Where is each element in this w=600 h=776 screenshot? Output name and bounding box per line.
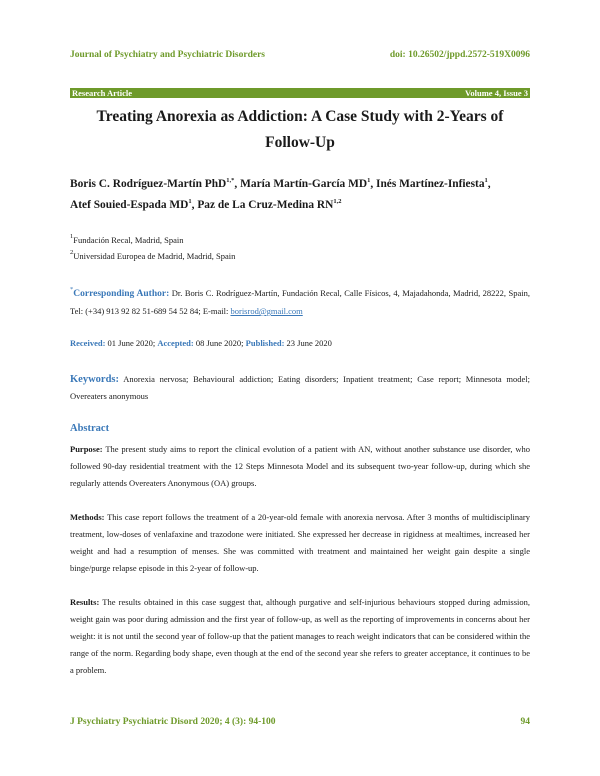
- author-name: María Martín-García MD: [240, 178, 368, 190]
- author-affiliation-mark: 1: [484, 177, 488, 184]
- author-separator: ,: [370, 178, 377, 190]
- footer-citation: J Psychiatry Psychiatric Disord 2020; 4 (3): 94-100: [70, 717, 276, 727]
- author-separator: ,: [191, 199, 198, 211]
- article-dates: [70, 335, 530, 352]
- accepted-label: Accepted:: [157, 338, 194, 348]
- methods-text: This case report follows the treatment of a 20-year-old female with anorexia nervosa. After 3 months of multidisciplinary treatment, low-doses of venlafaxine and trazodone were initiated. She expressed her decrease in rigidness at mealtimes, increased her weight and had a resumption of menses. She was committed with treatment and maintained her weight gain despite a single binge/purge relapse episode in this 2-year of follow-up.: [70, 512, 530, 573]
- abstract-methods: [70, 509, 530, 577]
- corresponding-label: Corresponding Author:: [73, 289, 170, 299]
- abstract-results: [70, 594, 530, 679]
- affiliation-list: [70, 232, 530, 264]
- methods-label: Methods:: [70, 512, 105, 522]
- email-link[interactable]: borisrod@gmail.com: [230, 306, 303, 316]
- keywords-text: Anorexia nervosa; Behavioural addiction; Eating disorders; Inpatient treatment; Case report; Minnesota model; Overeaters anonymous: [70, 374, 531, 401]
- affiliation: [70, 248, 530, 264]
- author-affiliation-mark: 1: [367, 177, 371, 184]
- corresponding-text: Dr. Boris C. Rodríguez-Martín, Fundación Recal, Calle Físicos, 4, Majadahonda, Madrid, 28222, Spain, Tel: (+34) 913 92 82 51-689 54 52 84; E-mail:: [70, 288, 530, 316]
- doi: doi: 10.26502/jppd.2572-519X0096: [389, 50, 530, 60]
- affiliation-text: Fundación Recal, Madrid, Spain: [73, 235, 184, 245]
- author-name: Paz de La Cruz-Medina RN: [197, 199, 334, 211]
- author-affiliation-mark: 1,*: [226, 177, 235, 184]
- journal-name: Journal of Psychiatry and Psychiatric Disorders: [70, 50, 266, 60]
- page-number: 94: [520, 717, 530, 727]
- author-affiliation-mark: 1: [188, 198, 192, 205]
- affiliation-mark: 2: [70, 249, 74, 256]
- author-separator: ,: [234, 178, 241, 190]
- volume-issue: Volume 4, Issue 3: [465, 88, 528, 98]
- results-text: The results obtained in this case suggest that, although purgative and self-injurious behaviours stopped during admission, weight gain was poor during admission and the first year of follow-up, as well as the reporting of improvements in concerns about her weight: it is not until the second year of follow-up that the patient manages to reach weight indicators that can be considered within the range of the norm. Regarding body shape, even though at the end of the second year she refers to greater acceptance, it continues to be a problem.: [70, 597, 530, 675]
- author-name: Boris C. Rodríguez-Martín PhD: [70, 178, 227, 190]
- corresponding-mark: *: [70, 286, 74, 293]
- keywords: [70, 371, 530, 405]
- purpose-text: The present study aims to report the clinical evolution of a patient with AN, without another substance use disorder, who followed 90-day residential treatment with the 12 Steps Minnesota Model and its subsequent two-year follow-up, during which she regularly attends Overeaters Anonymous (OA) groups.: [70, 444, 530, 488]
- affiliation-text: Universidad Europea de Madrid, Madrid, Spain: [73, 251, 236, 261]
- purpose-label: Purpose:: [70, 444, 103, 454]
- article-type-banner: [70, 88, 530, 98]
- author-separator: ,: [487, 178, 491, 190]
- published-date: 23 June 2020: [286, 338, 332, 348]
- accepted-date: 08 June 2020;: [195, 338, 244, 348]
- author-name: Inés Martínez-Infiesta: [376, 178, 485, 190]
- abstract-heading: Abstract: [70, 423, 110, 434]
- published-label: Published:: [245, 338, 285, 348]
- author-name: Atef Souied-Espada MD: [70, 199, 189, 211]
- affiliation: [70, 232, 530, 248]
- corresponding-author: [70, 285, 530, 320]
- abstract-purpose: [70, 441, 530, 492]
- keywords-label: Keywords:: [70, 374, 119, 385]
- affiliation-mark: 1: [70, 233, 74, 240]
- author-list: [70, 174, 530, 216]
- article-title: Treating Anorexia as Addiction: A Case Study with 2-Years of Follow-Up: [96, 108, 504, 151]
- received-label: Received:: [70, 338, 106, 348]
- article-type: Research Article: [72, 88, 133, 98]
- author-affiliation-mark: 1,2: [333, 198, 342, 205]
- results-label: Results:: [70, 597, 100, 607]
- received-date: 01 June 2020;: [107, 338, 156, 348]
